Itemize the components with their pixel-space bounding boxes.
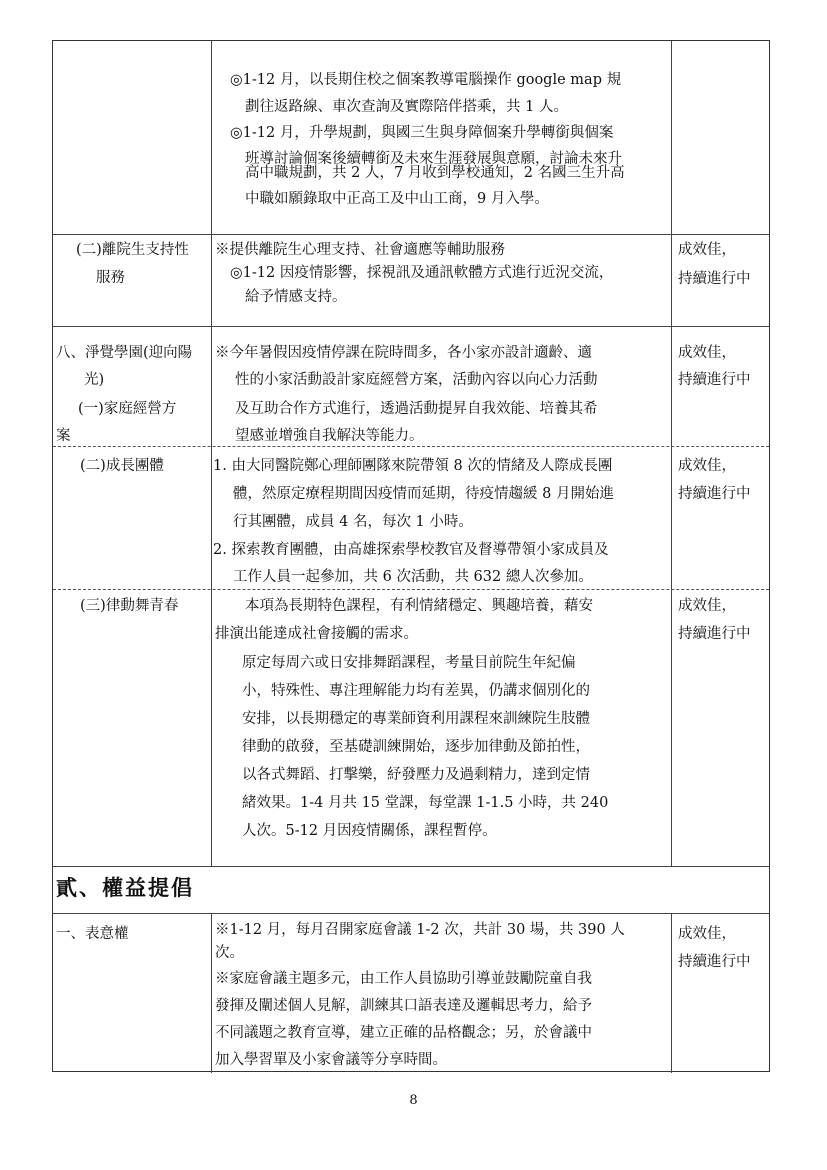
content-line: 工作人員一起參加，共 6 次活動，共 632 總人次參加。: [233, 569, 593, 585]
content-line: 原定每周六或日安排舞蹈課程，考量目前院生年紀偏: [242, 655, 576, 671]
row-divider: [53, 234, 769, 235]
result-label: 持續進行中: [678, 486, 751, 502]
content-line: 不同議題之教育宣導，建立正確的品格觀念；另，於會議中: [215, 1025, 592, 1041]
content-line: 劃往返路線、車次查詢及實際陪伴搭乘，共 1 人。: [245, 99, 568, 115]
content-line: ※提供離院生心理支持、社會適應等輔助服務: [215, 242, 505, 258]
content-line: 次。: [215, 945, 244, 961]
result-label: 持續進行中: [678, 271, 751, 287]
content-line: 高中職規劃，共 2 人，7 月收到學校通知，2 名國三生升高: [245, 165, 625, 181]
content-line: 緒效果。1-4 月共 15 堂課，每堂課 1-1.5 小時，共 240: [242, 795, 609, 811]
item-label: 服務: [96, 270, 125, 286]
content-line: 以各式舞蹈、打擊樂，紓發壓力及過剩精力，達到定情: [242, 767, 590, 783]
content-line: ◎1-12 因疫情影響，採視訊及通訊軟體方式進行近況交流，: [230, 265, 614, 281]
row-divider: [53, 866, 769, 867]
content-line: 律動的啟發，至基礎訓練開始，逐步加律動及節拍性，: [242, 739, 590, 755]
result-label: 持續進行中: [678, 626, 751, 642]
item-label: (二)離院生支持性: [76, 242, 189, 258]
content-line: 本項為長期特色課程，有利情緒穩定、興趣培養，藉安: [245, 598, 593, 614]
content-line: ※家庭會議主題多元，由工作人員協助引導並鼓勵院童自我: [215, 971, 592, 987]
item-label: 案: [56, 428, 71, 444]
content-line: 班導討論個案後續轉銜及未來生涯發展與意願，討論未來升: [245, 151, 622, 167]
result-label: 成效佳，: [678, 926, 736, 942]
col-divider-2: [671, 41, 672, 866]
content-line: ※今年暑假因疫情停課在院時間多，各小家亦設計適齡、適: [215, 345, 592, 361]
col-divider-4: [671, 913, 672, 1073]
content-line: 望感並增強自我解決等能力。: [235, 428, 424, 444]
row-divider: [53, 326, 769, 327]
content-line: 及互助合作方式進行，透過活動提昇自我效能、培養其希: [235, 401, 598, 417]
item-label: (一)家庭經營方: [78, 401, 177, 417]
result-label: 持續進行中: [678, 954, 751, 970]
col-divider-3: [211, 913, 212, 1073]
content-line: ◎1-12 月，升學規劃，與國三生與身障個案升學轉銜與個案: [230, 125, 614, 141]
result-label: 持續進行中: [678, 372, 751, 388]
content-line: ◎1-12 月，以長期住校之個案教導電腦操作 google map 規: [230, 72, 622, 88]
item-label: 八、淨覺學園(迎向陽: [56, 345, 193, 361]
section-heading: 貳、權益提倡: [56, 875, 194, 900]
content-line: 性的小家活動設計家庭經營方案，活動內容以向心力活動: [235, 372, 598, 388]
item-label: (三)律動舞青春: [80, 598, 179, 614]
item-label: 光): [84, 372, 105, 388]
content-line: 安排，以長期穩定的專業師資利用課程來訓練院生肢體: [242, 711, 590, 727]
result-label: 成效佳，: [678, 242, 736, 258]
content-line: 加入學習單及小家會議等分享時間。: [215, 1052, 447, 1068]
content-line: 發揮及闡述個人見解，訓練其口語表達及邏輯思考力，給予: [215, 998, 592, 1014]
item-label: (二)成長團體: [80, 458, 164, 474]
content-line: 2. 探索教育團體，由高雄探索學校教官及督導帶領小家成員及: [213, 542, 609, 558]
content-line: 排演出能達成社會接觸的需求。: [215, 626, 418, 642]
page-number: 8: [409, 1093, 418, 1108]
item-label: 一、表意權: [56, 926, 129, 942]
content-line: 體，然原定療程期間因疫情而延期，待疫情趨緩 8 月開始進: [233, 486, 614, 502]
content-line: 給予情感支持。: [245, 289, 347, 305]
content-line: 行其團體，成員 4 名，每次 1 小時。: [233, 514, 473, 530]
result-label: 成效佳，: [678, 458, 736, 474]
content-line: ※1-12 月，每月召開家庭會議 1-2 次，共計 30 場，共 390 人: [215, 922, 625, 938]
content-line: 小，特殊性、專注理解能力均有差異，仍講求個別化的: [242, 683, 590, 699]
result-label: 成效佳，: [678, 345, 736, 361]
row-divider: [53, 913, 769, 914]
col-divider-1: [211, 41, 212, 866]
result-label: 成效佳，: [678, 598, 736, 614]
content-line: 中職如願錄取中正高工及中山工商，9 月入學。: [245, 191, 549, 207]
content-line: 1. 由大同醫院鄭心理師團隊來院帶領 8 次的情緒及人際成長團: [213, 458, 613, 474]
content-line: 人次。5-12 月因疫情關係，課程暫停。: [242, 823, 497, 839]
